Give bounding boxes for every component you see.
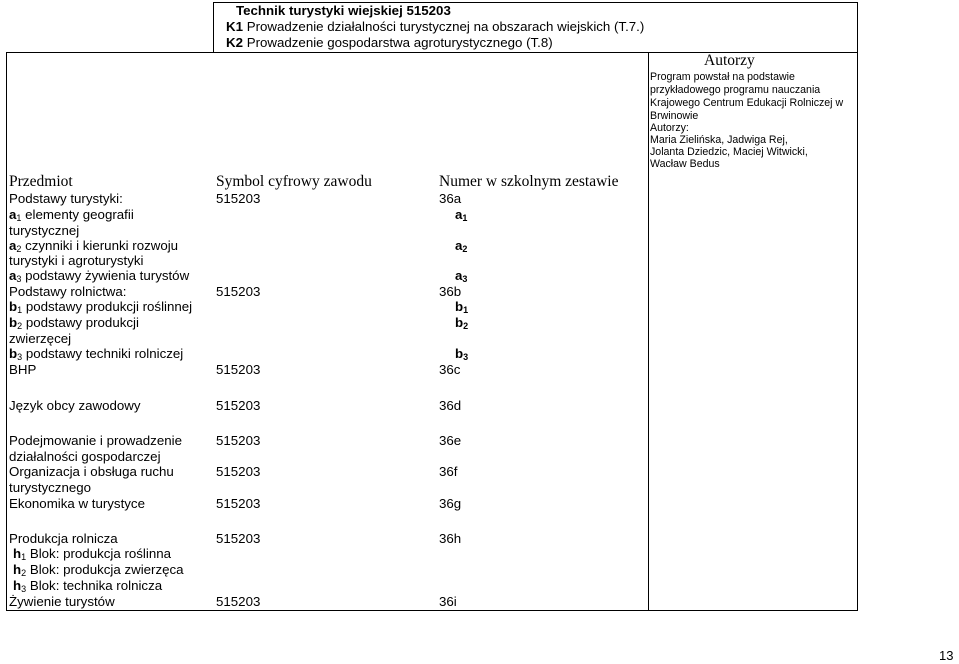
row-number: 36b xyxy=(439,284,462,299)
row-symbol: 515203 xyxy=(216,531,261,546)
row-symbol: 515203 xyxy=(216,433,261,448)
row-subject: Ekonomika w turystyce xyxy=(9,496,145,511)
row-symbol: 515203 xyxy=(216,362,261,377)
sub-item-number: $b_3$ xyxy=(455,346,469,362)
row-subject: Podstawy turystyki: xyxy=(9,191,123,206)
row-number: 36g xyxy=(439,496,462,511)
sub-item-cont: zwierzęcej xyxy=(9,331,72,346)
sub-item: $a_1$ elementy geografii xyxy=(9,207,134,223)
sub-item: $a_3$ podstawy żywienia turystów xyxy=(9,268,190,284)
header-line2-code: K1 xyxy=(226,19,243,34)
sub-item-number: $a_3$ xyxy=(455,268,468,284)
row-subject: Organizacja i obsługa ruchu xyxy=(9,464,174,479)
authors-title: Autorzy xyxy=(704,52,755,69)
row-subject: Podejmowanie i prowadzenie xyxy=(9,433,182,448)
row-symbol: 515203 xyxy=(216,464,261,479)
column-header-number: Numer w szkolnym zestawie xyxy=(439,173,619,190)
row-number: 36a xyxy=(439,191,462,206)
column-header-subject: Przedmiot xyxy=(9,173,73,190)
row-subject-cont: działalności gospodarczej xyxy=(9,449,161,464)
row-subject: Żywienie turystów xyxy=(9,594,115,609)
authors-names-line-1: Maria Zielińska, Jadwiga Rej, xyxy=(650,134,788,146)
row-subject: BHP xyxy=(9,362,37,377)
sub-item-number: $a_2$ xyxy=(455,238,468,254)
authors-names-line-2: Jolanta Dziedzic, Maciej Witwicki, xyxy=(650,146,808,158)
row-number: 36d xyxy=(439,398,462,413)
row-number: 36c xyxy=(439,362,461,377)
sub-item: $b_2$ podstawy produkcji xyxy=(9,315,139,331)
sub-item: $a_2$ czynniki i kierunki rozwoju xyxy=(9,238,179,254)
header-line2-text: Prowadzenie działalności turystycznej na obszarach wiejskich (T.7.) xyxy=(243,19,645,34)
row-number: 36f xyxy=(439,464,458,479)
row-subject: Podstawy rolnictwa: xyxy=(9,284,127,299)
header-line2 xyxy=(226,19,644,35)
row-number: 36e xyxy=(439,433,462,448)
header-line3-code: K2 xyxy=(226,35,243,50)
sub-item-number: $a_1$ xyxy=(455,207,468,223)
authors-program-line-4: Brwinowie xyxy=(650,110,699,122)
authors-label: Autorzy: xyxy=(650,122,689,134)
sub-item: $b_3$ podstawy techniki rolniczej xyxy=(9,346,184,362)
header-line1: Technik turystyki wiejskiej 515203 xyxy=(236,3,451,18)
row-symbol: 515203 xyxy=(216,496,261,511)
row-subject: Język obcy zawodowy xyxy=(9,398,141,413)
page-number: 13 xyxy=(939,648,954,663)
header-line3-text: Prowadzenie gospodarstwa agroturystycznego (T.8) xyxy=(243,35,553,50)
row-symbol: 515203 xyxy=(216,191,261,206)
sub-item-number: $b_1$ xyxy=(455,299,469,315)
authors-program-line-2: przykładowego programu nauczania xyxy=(650,84,821,96)
header-line3 xyxy=(226,35,553,51)
authors-names-line-3: Wacław Bedus xyxy=(650,158,720,170)
sub-item-cont: turystyki i agroturystyki xyxy=(9,253,144,268)
sub-item: $h_3$ Blok: technika rolnicza xyxy=(13,578,163,594)
sub-item-cont: turystycznej xyxy=(9,223,80,238)
row-symbol: 515203 xyxy=(216,594,261,609)
column-header-symbol: Symbol cyfrowy zawodu xyxy=(216,173,372,190)
sub-item-number: $b_2$ xyxy=(455,315,469,331)
sub-item: $h_1$ Blok: produkcja roślinna xyxy=(13,546,172,562)
authors-program-line-1: Program powstał na podstawie xyxy=(650,71,795,83)
row-number: 36h xyxy=(439,531,462,546)
row-symbol: 515203 xyxy=(216,284,261,299)
authors-program-line-3: Krajowego Centrum Edukacji Rolniczej w xyxy=(650,97,844,109)
row-subject-cont: turystycznego xyxy=(9,480,92,495)
row-symbol: 515203 xyxy=(216,398,261,413)
row-subject: Produkcja rolnicza xyxy=(9,531,118,546)
sub-item: $h_2$ Blok: produkcja zwierzęca xyxy=(13,562,184,578)
sub-item: $b_1$ podstawy produkcji roślinnej xyxy=(9,299,193,315)
row-number: 36i xyxy=(439,594,457,609)
